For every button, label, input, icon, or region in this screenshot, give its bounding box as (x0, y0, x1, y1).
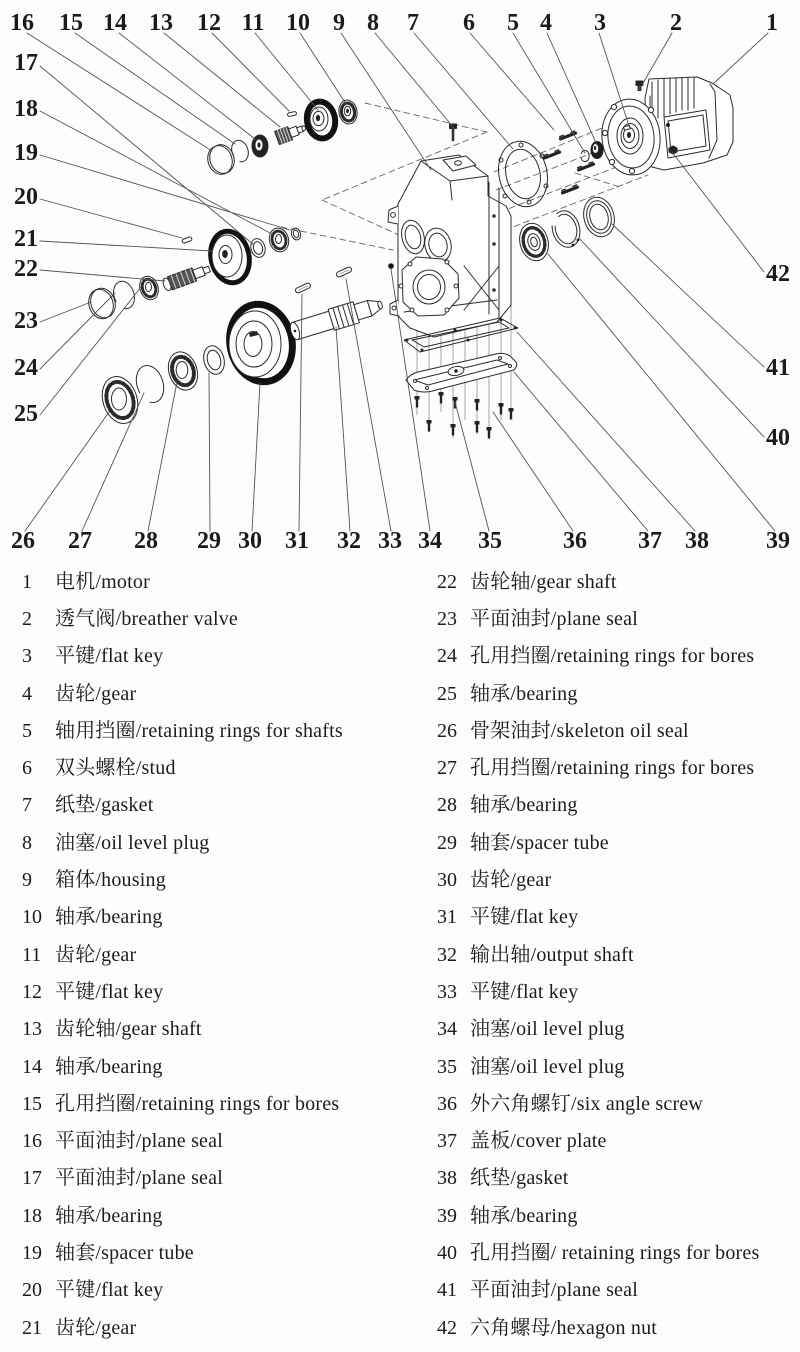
callout-6: 6 (463, 10, 475, 36)
part-label: 孔用挡圈/retaining rings for bores (55, 1092, 340, 1115)
callout-25: 25 (14, 401, 38, 427)
list-item (22, 787, 422, 824)
list-item (437, 861, 797, 898)
list-item (437, 1085, 797, 1122)
part-number: 11 (22, 943, 42, 966)
part-label: 油塞/oil level plug (470, 1055, 625, 1078)
list-item (22, 1048, 422, 1085)
part-key-31 (295, 282, 312, 293)
callout-2: 2 (670, 10, 682, 36)
part-retaining-ring-40 (548, 208, 584, 251)
list-item (22, 675, 422, 712)
callout-23: 23 (14, 308, 38, 334)
part-bearing-39 (516, 220, 553, 264)
part-number: 15 (22, 1092, 42, 1115)
part-label: 输出轴/output shaft (470, 943, 634, 966)
callout-18: 18 (14, 96, 38, 122)
part-label: 透气阀/breather valve (55, 607, 238, 630)
part-retaining-ring-24 (110, 279, 138, 312)
part-label: 齿轮/gear (55, 682, 137, 705)
part-label: 平面油封/plane seal (55, 1167, 223, 1190)
callout-24: 24 (14, 355, 38, 381)
callout-13: 13 (149, 10, 173, 36)
part-number: 3 (22, 645, 32, 668)
list-item (437, 899, 797, 936)
part-number: 9 (22, 869, 32, 892)
list-item (437, 600, 797, 637)
part-number: 34 (437, 1018, 457, 1041)
part-cover-plate (406, 353, 517, 392)
part-gear-shaft-13 (275, 121, 308, 145)
part-number: 40 (437, 1241, 457, 1264)
part-number: 14 (22, 1055, 42, 1078)
callout-17: 17 (14, 50, 38, 76)
part-number: 28 (437, 794, 457, 817)
part-breather-valve (636, 81, 643, 91)
list-item (22, 1122, 422, 1159)
part-number: 1 (22, 570, 32, 593)
list-item (22, 1197, 422, 1234)
callout-4: 4 (540, 10, 552, 36)
part-label: 平键/flat key (55, 1279, 164, 1302)
part-gasket-7 (493, 137, 554, 212)
list-item (22, 824, 422, 861)
part-number: 2 (22, 607, 32, 630)
list-item (22, 638, 422, 675)
callout-12: 12 (197, 10, 221, 36)
part-bearing-28 (164, 348, 203, 394)
part-label: 纸垫/gasket (55, 794, 154, 817)
part-label: 电机/motor (55, 570, 150, 593)
part-number: 38 (437, 1167, 457, 1190)
part-label: 平面油封/plane seal (470, 607, 638, 630)
part-label: 油塞/oil level plug (470, 1018, 625, 1041)
part-label: 平键/flat key (470, 906, 579, 929)
part-number: 26 (437, 719, 457, 742)
part-label: 轴承/bearing (470, 682, 578, 705)
part-number: 33 (437, 980, 457, 1003)
part-number: 31 (437, 906, 457, 929)
part-label: 轴承/bearing (55, 1204, 163, 1227)
callout-8: 8 (367, 10, 379, 36)
list-item (22, 1309, 422, 1346)
part-housing (388, 155, 511, 337)
part-number: 25 (437, 682, 457, 705)
list-item (437, 638, 797, 675)
callout-31: 31 (285, 528, 309, 554)
list-item (22, 936, 422, 973)
callout-19: 19 (14, 140, 38, 166)
callout-11: 11 (241, 10, 265, 36)
part-label: 骨架油封/skeleton oil seal (470, 719, 689, 742)
list-item (22, 1160, 422, 1197)
list-item (22, 712, 422, 749)
part-number: 32 (437, 943, 457, 966)
list-item (22, 1011, 422, 1048)
list-item (22, 1272, 422, 1309)
part-gear-shaft-22 (161, 262, 211, 292)
callout-27: 27 (68, 528, 92, 554)
part-number: 36 (437, 1092, 457, 1115)
list-item (437, 936, 797, 973)
list-item (437, 1234, 797, 1271)
callout-36: 36 (563, 528, 587, 554)
part-plane-seal-16 (204, 142, 238, 178)
part-label: 轴承/bearing (470, 794, 578, 817)
part-number: 42 (437, 1316, 457, 1339)
part-label: 盖板/cover plate (470, 1130, 607, 1153)
parts-list-right-column (437, 563, 797, 1346)
part-label: 轴承/bearing (470, 1204, 578, 1227)
list-item (437, 563, 797, 600)
part-number: 30 (437, 869, 457, 892)
part-key-33 (336, 266, 353, 277)
part-number: 21 (22, 1316, 42, 1339)
part-key-20 (182, 236, 193, 243)
part-number: 41 (437, 1279, 457, 1302)
part-label: 轴套/spacer tube (55, 1241, 194, 1264)
list-item (22, 749, 422, 786)
list-item (437, 824, 797, 861)
part-spacer-29 (201, 343, 228, 376)
list-item (22, 899, 422, 936)
part-label: 外六角螺钉/six angle screw (470, 1092, 704, 1115)
part-number: 35 (437, 1055, 457, 1078)
part-number: 6 (22, 757, 32, 780)
part-label: 孔用挡圈/retaining rings for bores (470, 645, 755, 668)
part-label: 轴承/bearing (55, 1055, 163, 1078)
part-label: 齿轮/gear (55, 943, 137, 966)
callout-33: 33 (378, 528, 402, 554)
part-gear-11 (304, 99, 338, 140)
part-label: 齿轮轴/gear shaft (55, 1018, 202, 1041)
part-label: 平键/flat key (470, 980, 579, 1003)
callout-39: 39 (766, 528, 790, 554)
parts-list (0, 563, 800, 1352)
part-plane-seal-41 (579, 194, 618, 240)
part-number: 19 (22, 1241, 42, 1264)
list-item (437, 1122, 797, 1159)
list-item (22, 861, 422, 898)
part-label: 箱体/housing (55, 869, 166, 892)
list-item (437, 1197, 797, 1234)
part-number: 12 (22, 980, 42, 1003)
part-number: 27 (437, 757, 457, 780)
part-label: 齿轮/gear (470, 869, 552, 892)
list-item (22, 1234, 422, 1271)
callout-28: 28 (134, 528, 158, 554)
list-item (437, 749, 797, 786)
list-item (437, 973, 797, 1010)
part-label: 轴用挡圈/retaining rings for shafts (55, 719, 343, 742)
part-label: 轴套/spacer tube (470, 831, 609, 854)
part-label: 纸垫/gasket (470, 1167, 569, 1190)
callout-22: 22 (14, 256, 38, 282)
callout-35: 35 (478, 528, 502, 554)
part-gear-30 (223, 298, 300, 387)
part-bearing-10 (337, 99, 359, 126)
part-number: 20 (22, 1279, 42, 1302)
part-number: 22 (437, 570, 457, 593)
callout-1: 1 (766, 10, 778, 36)
callout-15: 15 (59, 10, 83, 36)
part-number: 16 (22, 1130, 42, 1153)
callout-40: 40 (766, 425, 790, 451)
parts-list-left-column (22, 563, 422, 1346)
part-number: 24 (437, 645, 457, 668)
part-label: 六角螺母/hexagon nut (470, 1316, 658, 1339)
callout-32: 32 (337, 528, 361, 554)
list-item (437, 787, 797, 824)
part-number: 4 (22, 682, 32, 705)
part-number: 37 (437, 1130, 457, 1153)
callout-9: 9 (333, 10, 345, 36)
part-label: 齿轮轴/gear shaft (470, 570, 617, 593)
part-label: 轴承/bearing (55, 906, 163, 929)
callout-20: 20 (14, 184, 38, 210)
part-label: 双头螺栓/stud (55, 757, 176, 780)
list-item (437, 1272, 797, 1309)
callout-10: 10 (286, 10, 310, 36)
callout-26: 26 (11, 528, 35, 554)
callout-14: 14 (103, 10, 127, 36)
part-label: 平键/flat key (55, 980, 164, 1003)
part-label: 平键/flat key (55, 645, 164, 668)
part-number: 8 (22, 831, 32, 854)
part-number: 5 (22, 719, 32, 742)
callout-5: 5 (507, 10, 519, 36)
part-number: 17 (22, 1167, 42, 1190)
part-number: 18 (22, 1204, 42, 1227)
part-label: 孔用挡圈/retaining rings for bores (470, 757, 755, 780)
callout-21: 21 (14, 226, 38, 252)
callout-30: 30 (238, 528, 262, 554)
callout-3: 3 (594, 10, 606, 36)
list-item (22, 600, 422, 637)
callout-41: 41 (766, 355, 790, 381)
part-number: 7 (22, 794, 32, 817)
part-number: 29 (437, 831, 457, 854)
part-number: 10 (22, 906, 42, 929)
part-key-12 (287, 111, 297, 116)
part-label: 齿轮/gear (55, 1316, 137, 1339)
callout-38: 38 (685, 528, 709, 554)
part-number: 13 (22, 1018, 42, 1041)
callout-16: 16 (10, 10, 34, 36)
list-item (437, 1011, 797, 1048)
part-bearing-18 (267, 226, 292, 254)
part-gear-4 (591, 141, 604, 159)
callout-42: 42 (766, 261, 790, 287)
callout-29: 29 (197, 528, 221, 554)
callout-34: 34 (418, 528, 442, 554)
part-label: 平面油封/plane seal (55, 1130, 223, 1153)
list-item (437, 675, 797, 712)
part-gear-21 (206, 228, 254, 287)
list-item (437, 1309, 797, 1346)
part-screws-36 (415, 392, 514, 439)
exploded-diagram (0, 0, 800, 562)
list-item (22, 973, 422, 1010)
part-number: 39 (437, 1204, 457, 1227)
list-item (437, 1048, 797, 1085)
list-item (22, 563, 422, 600)
list-item (437, 712, 797, 749)
list-item (437, 1160, 797, 1197)
part-label: 平面油封/plane seal (470, 1279, 638, 1302)
part-label: 孔用挡圈/ retaining rings for bores (470, 1241, 760, 1264)
part-label: 油塞/oil level plug (55, 831, 210, 854)
callout-7: 7 (407, 10, 419, 36)
callout-37: 37 (638, 528, 662, 554)
list-item (22, 1085, 422, 1122)
part-number: 23 (437, 607, 457, 630)
